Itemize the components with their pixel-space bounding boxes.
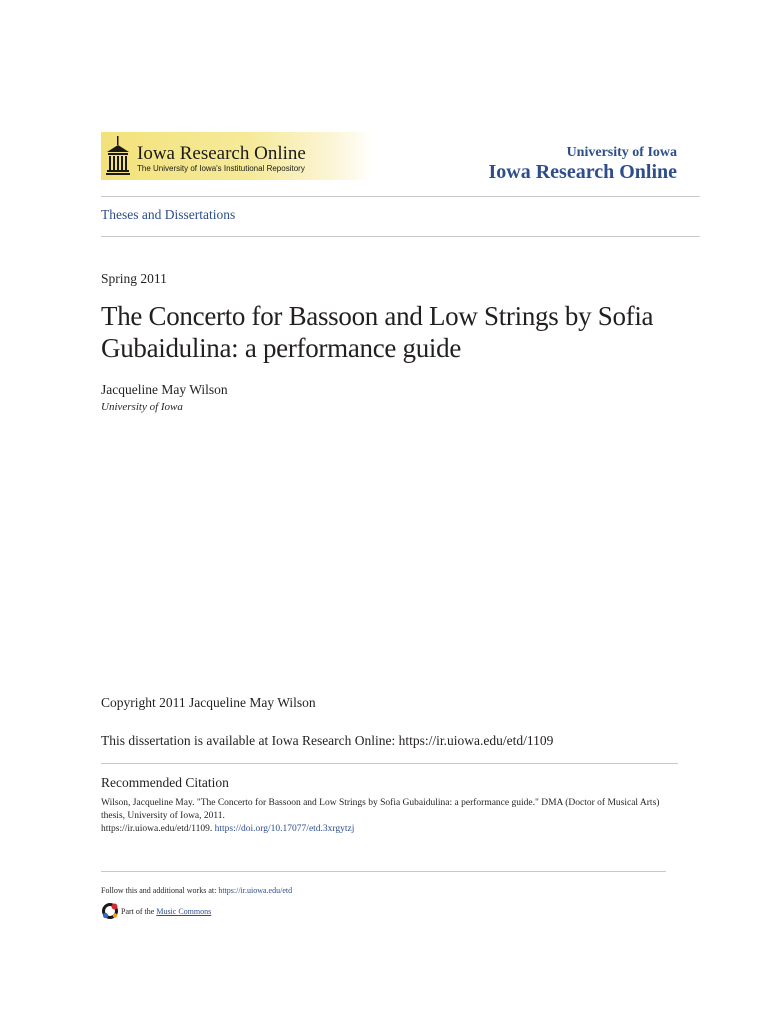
citation-heading: Recommended Citation [101, 775, 229, 790]
divider [101, 871, 666, 872]
collection-link[interactable]: Theses and Dissertations [101, 207, 236, 222]
citation-doi-link[interactable]: https://doi.org/10.17077/etd.3xrgytzj [214, 824, 355, 834]
follow-link[interactable]: https://ir.uiowa.edu/etd [218, 886, 293, 895]
citation-url[interactable]: https://ir.uiowa.edu/etd/1109. [101, 824, 213, 834]
part-of-text: Part of the [121, 906, 155, 916]
author-affiliation: University of Iowa [101, 401, 183, 413]
university-link[interactable]: University of Iowa [566, 145, 677, 160]
network-icon [101, 902, 119, 920]
follow-line [101, 886, 292, 895]
divider [101, 196, 700, 197]
availability-url[interactable]: https://ir.uiowa.edu/etd/1109 [398, 733, 554, 748]
logo-banner[interactable] [101, 132, 373, 180]
divider [101, 763, 678, 764]
document-title: The Concerto for Bassoon and Low Strings by Sofia Gubaidulina: a performance guide [101, 301, 654, 363]
repository-link[interactable]: Iowa Research Online [488, 161, 677, 183]
building-icon [105, 136, 131, 176]
citation-block [101, 797, 661, 836]
logo-subtitle: The University of Iowa's Institutional Repository [137, 164, 305, 173]
music-commons-link[interactable]: Music Commons [156, 906, 212, 916]
copyright-statement: Copyright 2011 Jacqueline May Wilson [101, 695, 316, 710]
divider [101, 236, 700, 237]
author-name: Jacqueline May Wilson [101, 382, 228, 397]
availability-statement [101, 733, 553, 749]
citation-text: Wilson, Jacqueline May. "The Concerto for Bassoon and Low Strings by Sofia Gubaidulina: a performance guide." DMA (Doctor of Musical Arts) thesis, University of Iowa, 2011. [101, 798, 660, 821]
logo-title: Iowa Research Online [137, 143, 306, 164]
follow-text: Follow this and additional works at: [101, 886, 219, 895]
part-of-line [101, 902, 211, 920]
availability-text: This dissertation is available at Iowa Research Online: [101, 733, 399, 748]
publication-date: Spring 2011 [101, 271, 167, 286]
